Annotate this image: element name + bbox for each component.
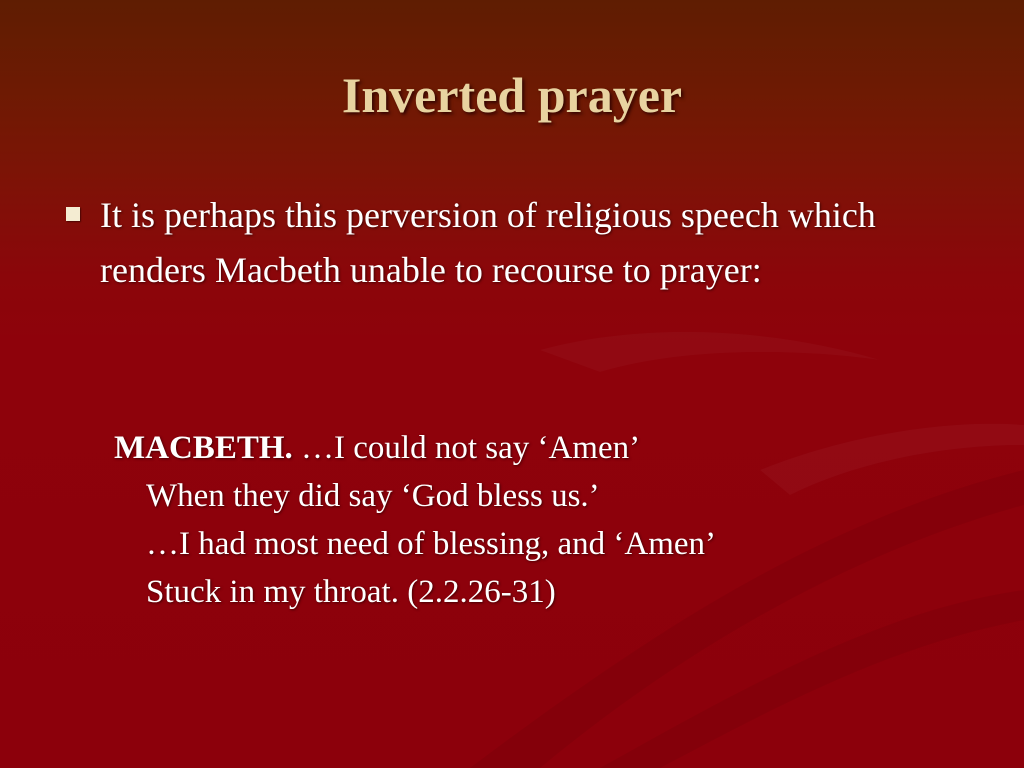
bullet-item bbox=[64, 188, 944, 298]
bullet-list bbox=[64, 188, 944, 298]
quotation-block bbox=[114, 424, 974, 616]
square-bullet-icon bbox=[66, 207, 80, 221]
quote-line: …I had most need of blessing, and ‘Amen’ bbox=[146, 526, 717, 562]
quote-line: When they did say ‘God bless us.’ bbox=[146, 478, 600, 514]
quote-line-text: …I could not say ‘Amen’ bbox=[292, 430, 641, 466]
quote-line-first bbox=[114, 424, 974, 472]
speaker-name: MACBETH. bbox=[114, 430, 293, 466]
quote-line: Stuck in my throat. (2.2.26-31) bbox=[146, 574, 556, 610]
slide-title: Inverted prayer bbox=[341, 67, 683, 123]
bullet-text: It is perhaps this perversion of religious speech which renders Macbeth unable to recourse to prayer: bbox=[100, 195, 876, 290]
